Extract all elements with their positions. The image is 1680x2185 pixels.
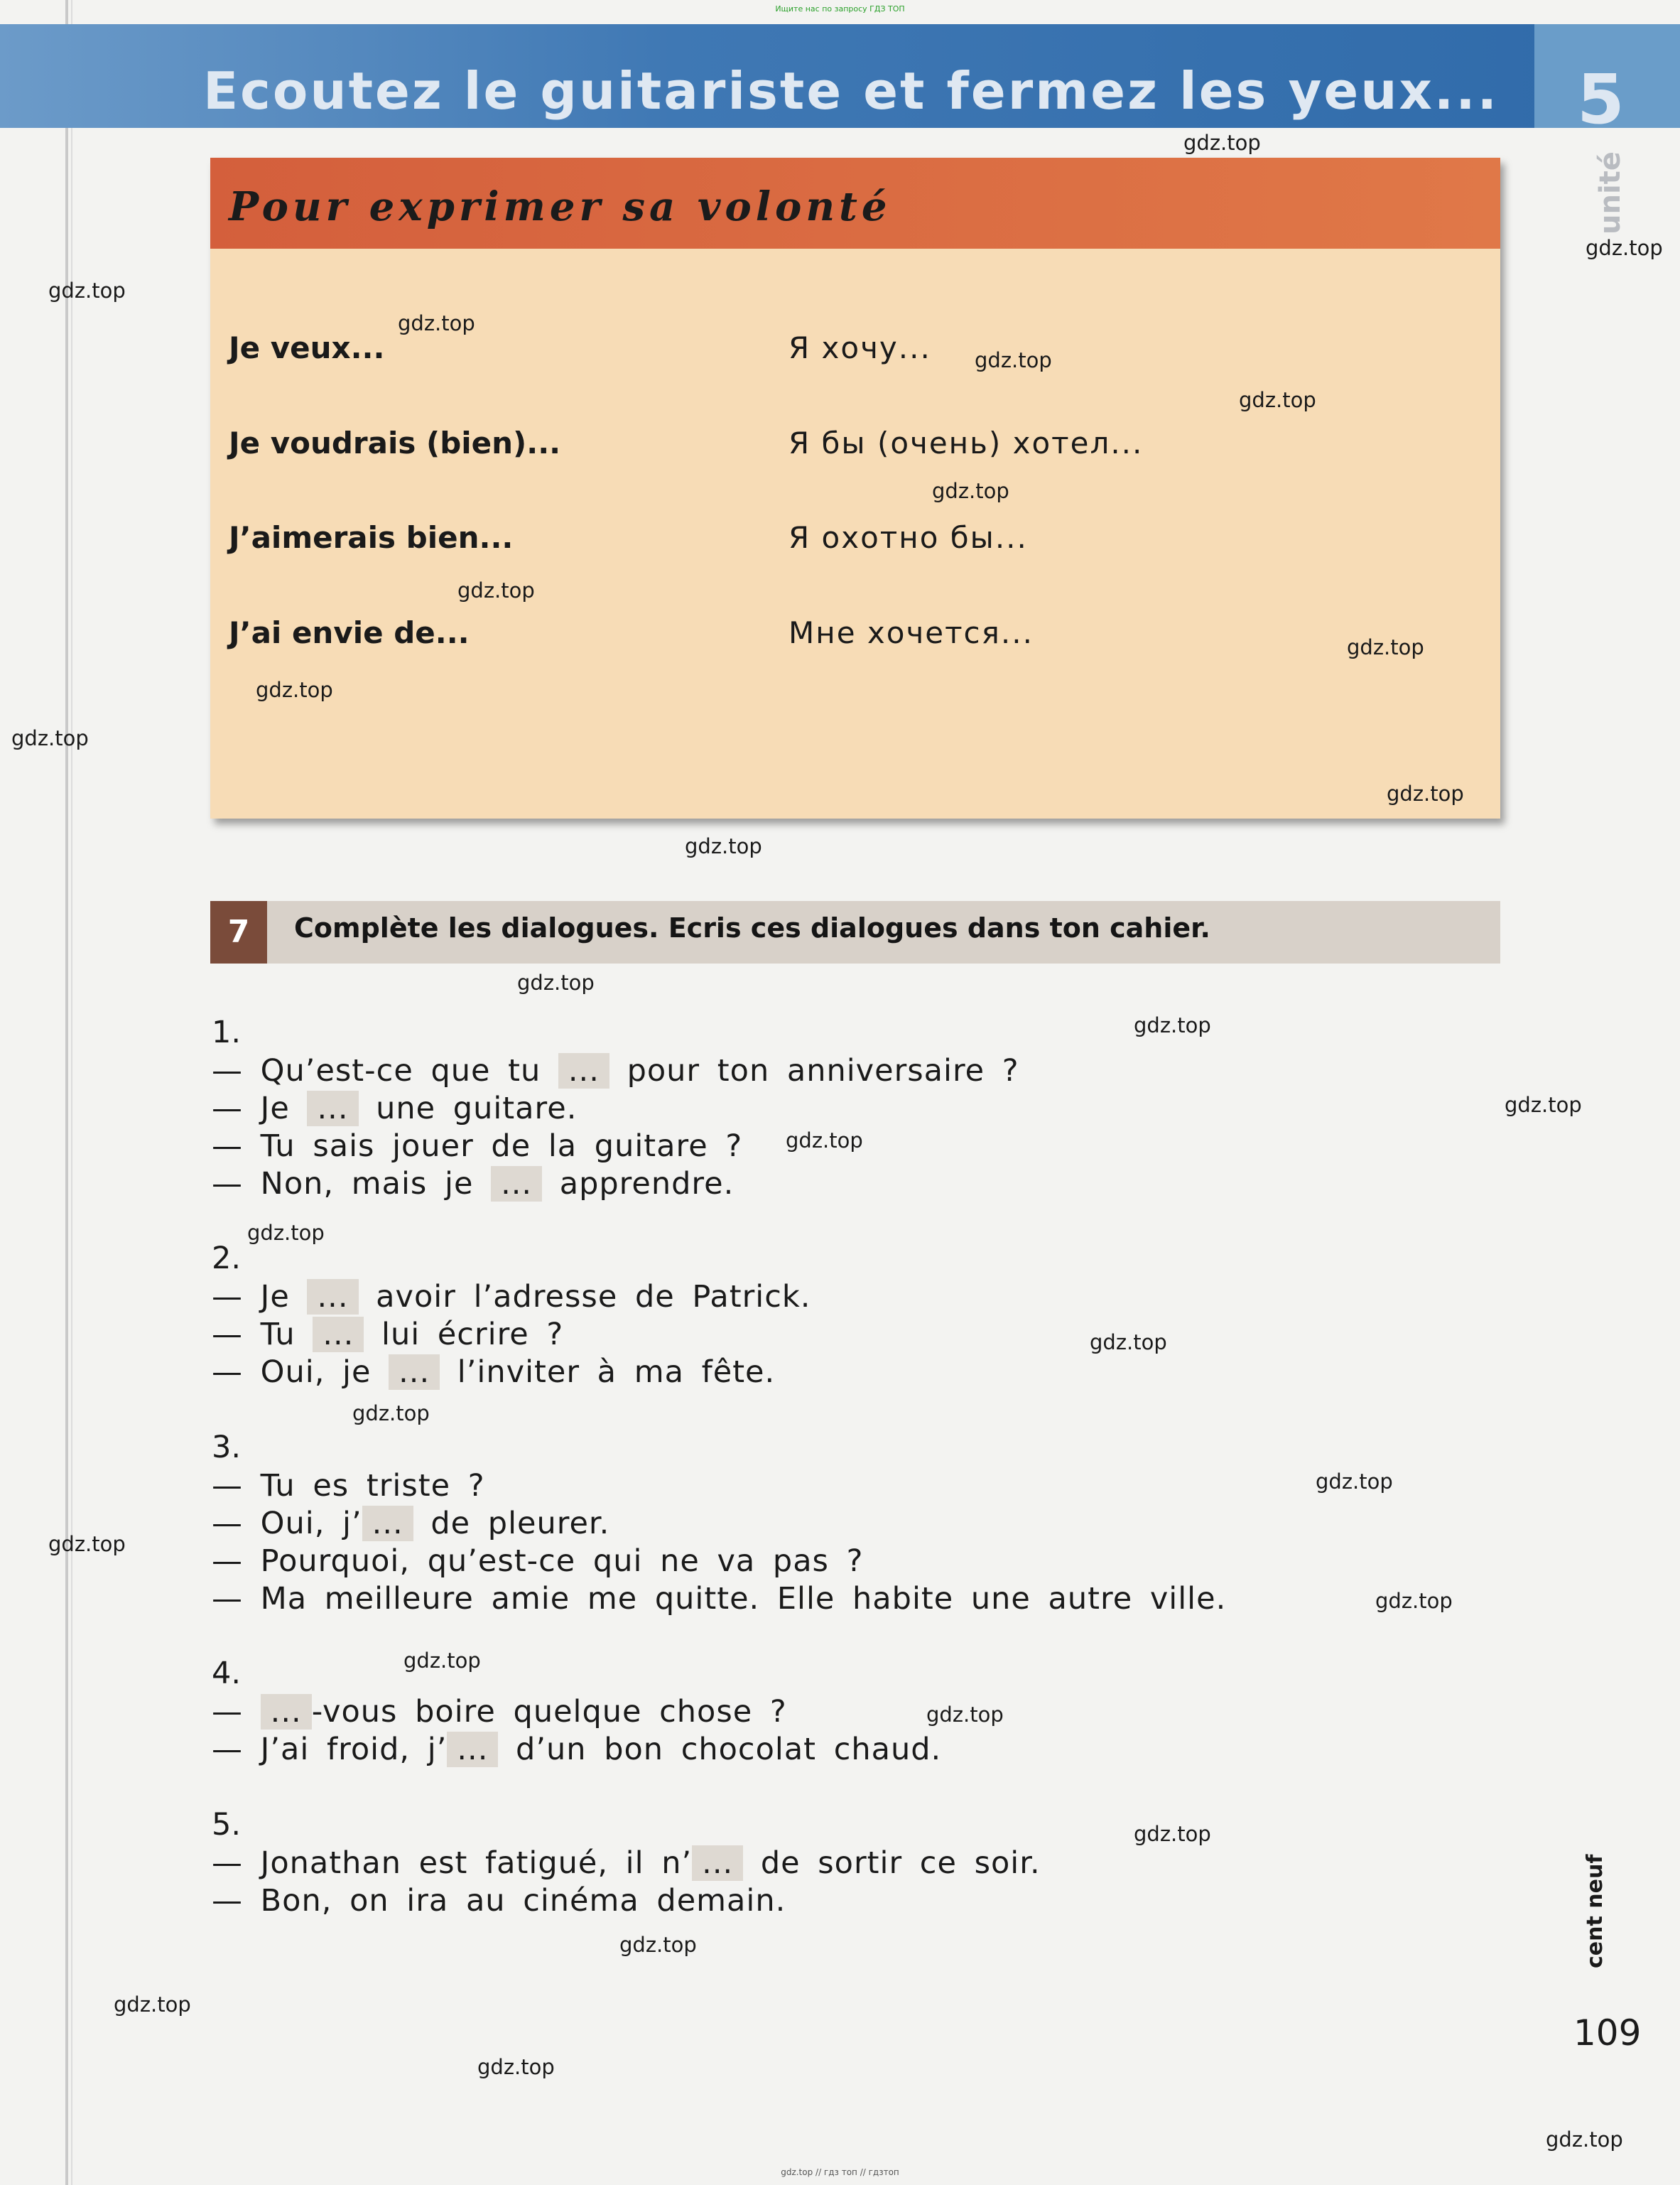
watermark: gdz.top [619, 1933, 697, 1957]
blank: ... [692, 1845, 743, 1881]
expression-fr: J’ai envie de... [229, 615, 470, 650]
watermark: gdz.top [1134, 1822, 1211, 1846]
blank: ... [389, 1354, 440, 1390]
dialogue-number: 1. [212, 1015, 242, 1050]
watermark: gdz.top [477, 2055, 555, 2079]
watermark: gdz.top [114, 1992, 191, 2017]
watermark: gdz.top [256, 678, 333, 702]
dialogue-line: — Ma meilleure amie me quitte. Elle habite une autre ville. [212, 1581, 1227, 1617]
blank: ... [447, 1732, 498, 1767]
watermark: gdz.top [247, 1221, 325, 1245]
expressions-title: Pour exprimer sa volonté [229, 183, 892, 230]
watermark: gdz.top [352, 1401, 430, 1425]
dialogue-line: — ... -vous boire quelque chose ? [212, 1694, 787, 1730]
watermark: gdz.top [1134, 1013, 1211, 1037]
blank: ... [558, 1053, 609, 1089]
exercise-number: 7 [210, 901, 267, 964]
dialogue-line: — Oui, j’ ... de pleurer. [212, 1506, 610, 1541]
watermark: gdz.top [926, 1703, 1004, 1727]
watermark: gdz.top [1586, 236, 1663, 260]
dialogue-number: 3. [212, 1430, 242, 1465]
dialogue-line: — Oui, je ... l’inviter à ma fête. [212, 1354, 776, 1390]
expression-fr: Je veux... [229, 330, 385, 365]
watermark: gdz.top [457, 578, 535, 603]
book-spine-line [71, 0, 72, 2185]
watermark: gdz.top [398, 311, 475, 335]
page-number: 109 [1573, 2012, 1642, 2054]
dialogue-line: — Tu sais jouer de la guitare ? [212, 1128, 743, 1164]
watermark: gdz.top [1090, 1330, 1167, 1354]
watermark: gdz.top [786, 1128, 863, 1153]
blank: ... [307, 1091, 358, 1126]
blank: ... [362, 1506, 413, 1541]
unit-number: 5 [1577, 60, 1625, 139]
dialogue-line: — J’ai froid, j’ ... d’un bon chocolat chaud. [212, 1732, 942, 1767]
book-spine-shadow [65, 0, 68, 2185]
dialogue-number: 2. [212, 1241, 242, 1276]
expression-fr: J’aimerais bien... [229, 520, 514, 555]
chapter-title: Ecoutez le guitariste et fermez les yeux... [203, 61, 1499, 121]
dialogue-line: — Tu ... lui écrire ? [212, 1317, 564, 1352]
blank: ... [261, 1694, 312, 1730]
watermark: gdz.top [1183, 131, 1261, 155]
dialogue-line: — Qu’est-ce que tu ... pour ton anniversaire ? [212, 1053, 1019, 1089]
watermark: gdz.top [1239, 388, 1316, 412]
blank: ... [313, 1317, 364, 1352]
expression-ru: Мне хочется... [788, 615, 1034, 650]
top-note: Ищите нас по запросу ГДЗ ТОП [775, 4, 905, 14]
watermark: gdz.top [1387, 782, 1464, 806]
blank: ... [491, 1166, 542, 1202]
dialogue-line: — Je ... avoir l’adresse de Patrick. [212, 1279, 811, 1315]
expression-ru: Я хочу... [788, 330, 931, 365]
watermark: gdz.top [1347, 635, 1424, 659]
dialogue-line: — Pourquoi, qu’est-ce qui ne va pas ? [212, 1543, 864, 1579]
page-number-words: cent neuf [1583, 1854, 1608, 1968]
dialogue-line: — Jonathan est fatigué, il n’ ... de sortir ce soir. [212, 1845, 1041, 1881]
watermark: gdz.top [1375, 1589, 1453, 1613]
expression-ru: Я охотно бы... [788, 520, 1028, 555]
dialogue-number: 5. [212, 1807, 242, 1843]
dialogue-line: — Bon, on ira au cinéma demain. [212, 1883, 786, 1919]
watermark: gdz.top [1316, 1469, 1393, 1494]
dialogue-line: — Je ... une guitare. [212, 1091, 578, 1126]
blank: ... [307, 1279, 358, 1315]
unit-label: unité [1594, 151, 1627, 234]
watermark: gdz.top [48, 1532, 126, 1556]
expression-fr: Je voudrais (bien)... [229, 426, 561, 460]
watermark: gdz.top [403, 1649, 481, 1673]
watermark: gdz.top [48, 279, 126, 303]
watermark: gdz.top [1546, 2127, 1623, 2152]
watermark: gdz.top [11, 726, 89, 750]
bottom-note: gdz.top // гдз топ // гдзтоп [781, 2167, 899, 2177]
watermark: gdz.top [932, 479, 1009, 503]
expressions-box [210, 158, 1500, 819]
watermark: gdz.top [685, 834, 762, 858]
dialogue-line: — Tu es triste ? [212, 1468, 485, 1504]
watermark: gdz.top [517, 971, 595, 995]
expression-ru: Я бы (очень) хотел... [788, 426, 1144, 460]
dialogue-line: — Non, mais je ... apprendre. [212, 1166, 735, 1202]
dialogue-number: 4. [212, 1656, 242, 1691]
exercise-instruction: Complète les dialogues. Ecris ces dialogues dans ton cahier. [294, 912, 1210, 944]
watermark: gdz.top [1505, 1093, 1582, 1117]
watermark: gdz.top [975, 348, 1052, 372]
